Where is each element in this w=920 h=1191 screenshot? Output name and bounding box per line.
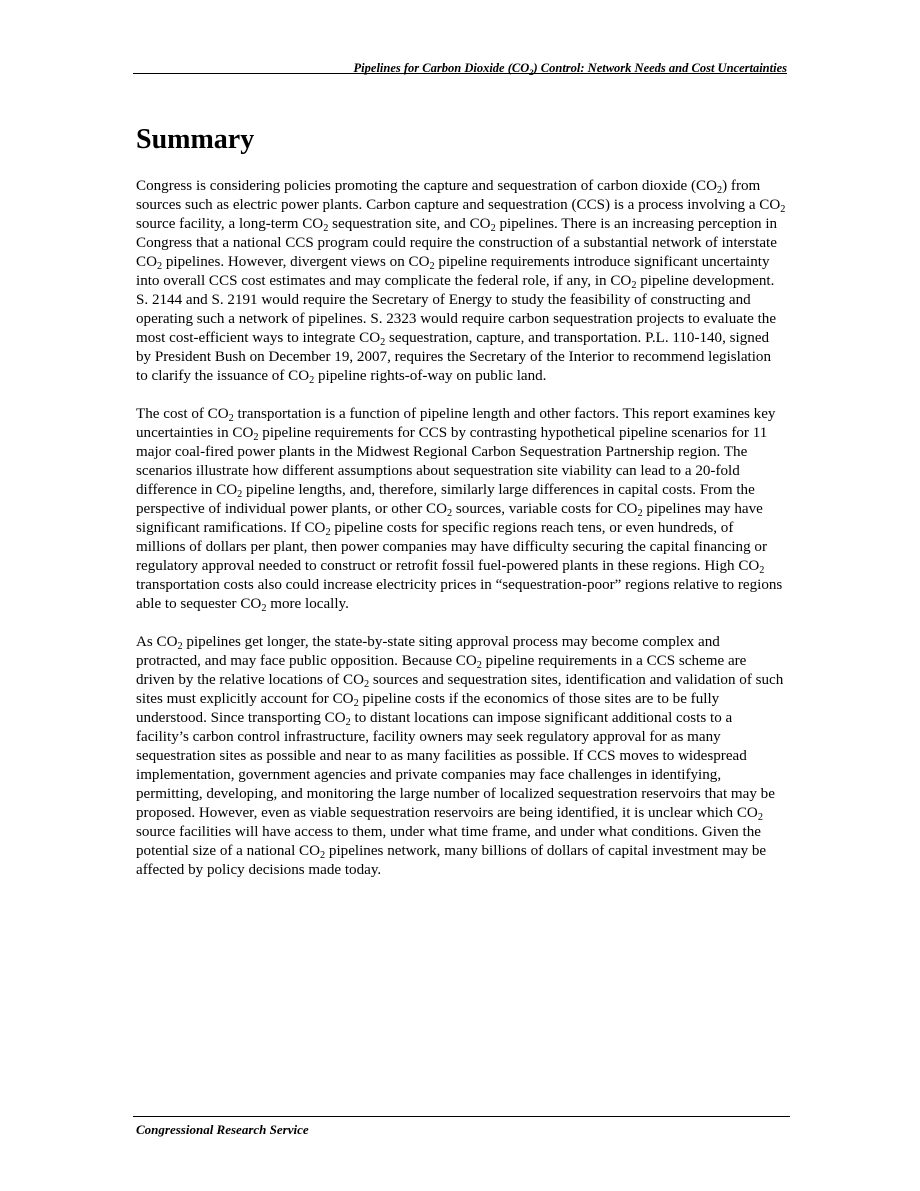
subscript: 2 [237,489,243,501]
paragraph: Congress is considering policies promoting the capture and sequestration of carbon dioxide $(CO_2)$ from sources such as electric power plants. Carbon capture and sequestration (CCS) is a process involving a $CO_2$ source facility, a long-term $CO_2$ sequestration site, and $CO_2$ pipelines. There is an increasing perception in Congress that a national CCS program could require the construction of a substantial network of interstate $CO_2$ pipelines. However, divergent views on $CO_2$ pipeline requirements introduce significant uncertainty into overall CCS cost estimates and may complicate the federal role, if any, in $CO_2$ pipeline development. S. 2144 and S. 2191 would require the Secretary of Energy to study the feasibility of constructing and operating such a network of pipelines. S. 2323 would require carbon sequestration projects to evaluate the most cost-efficient ways to integrate $CO_2$ sequestration, capture, and transportation. P.L. 110-140, signed by President Bush on December 19, 2007, requires the Secretary of the Interior to recommend legislation to clarify the issuance of $CO_2$ pipeline rights-of-way on public land. [136,178,786,387]
subscript: 2 [476,660,482,672]
subscript: 2 [323,223,329,235]
subscript: 2 [261,603,267,615]
subscript: 2 [490,223,496,235]
subscript: 2 [780,204,786,216]
subscript: 2 [757,812,763,824]
subscript: 2 [228,413,234,425]
subscript: 2 [156,261,163,273]
running-header [133,53,787,77]
subscript: 2 [345,717,351,729]
subscript: 2 [759,565,765,577]
page-footer [133,1116,790,1138]
subscript: 2 [353,698,359,710]
subscript: 2 [320,850,326,862]
subscript: 2 [447,508,453,520]
subscript: 2 [309,375,315,387]
subscript: 2 [631,280,637,292]
subscript: 2 [325,527,331,539]
footer-organization: Congressional Research Service [136,1122,309,1137]
page-title: Summary [136,124,255,155]
paragraph: The cost of $CO_2$ transportation is a function of pipeline length and other factors. This report examines key uncertainties in $CO_2$ pipeline requirements for CCS by contrasting hypothetical pipeline scenarios for 11 major coal-fired power plants in the Midwest Regional Carbon Sequestration Partnership region. The scenarios illustrate how different assumptions about sequestration site viability can lead to a 20-fold difference in $CO_2$ pipeline lengths, and, therefore, similarly large differences in capital costs. From the perspective of individual power plants, or other $CO_2$ sources, variable costs for $CO_2$ pipelines may have significant ramifications. If $CO_2$ pipeline costs for specific regions reach tens, or even hundreds, of millions of dollars per plant, then power companies may have difficulty securing the capital financing or regulatory approval needed to construct or retrofit fossil fuel-powered plants in these regions. High $CO_2$ transportation costs also could increase electricity prices in “sequestration-poor” regions relative to regions able to sequester $CO_2$ more locally. [136,406,783,615]
subscript: 2 [253,432,259,444]
subscript: 2 [177,641,183,653]
summary-body [136,177,786,899]
subscript: 2 [364,679,370,691]
subscript: 2 [637,508,643,520]
subscript: 2 [380,337,386,349]
subscript: 2 [429,261,435,273]
paragraph: As $CO_2$ pipelines get longer, the state-by-state siting approval process may become complex and protracted, and may face public opposition. Because $CO_2$ pipeline requirements in a CCS scheme are driven by the relative locations of $CO_2$ sources and sequestration sites, identification and validation of such sites must explicitly account for $CO_2$ pipeline costs if the economics of those sites are to be fully understood. Since transporting $CO_2$ to distant locations can impose significant additional costs to a facility’s carbon control infrastructure, facility owners may seek regulatory approval for as many sequestration sites as possible and near to as many facilities as possible. If CCS moves to widespread implementation, government agencies and private companies may face challenges in identifying, permitting, developing, and monitoring the large number of localized sequestration reservoirs that may be proposed. However, even as viable sequestration reservoirs are being identified, it is unclear which $CO_2$ source facilities will have access to them, under what time frame, and under what conditions. Given the potential size of a national $CO_2$ pipelines network, many billions of dollars of capital investment may be affected by policy decisions made today. [136,634,784,878]
running-header-title: Pipelines for Carbon Dioxide $(CO_2)$ Control: Network Needs and Cost Uncertainties [353,61,787,77]
subscript: 2 [716,185,723,197]
